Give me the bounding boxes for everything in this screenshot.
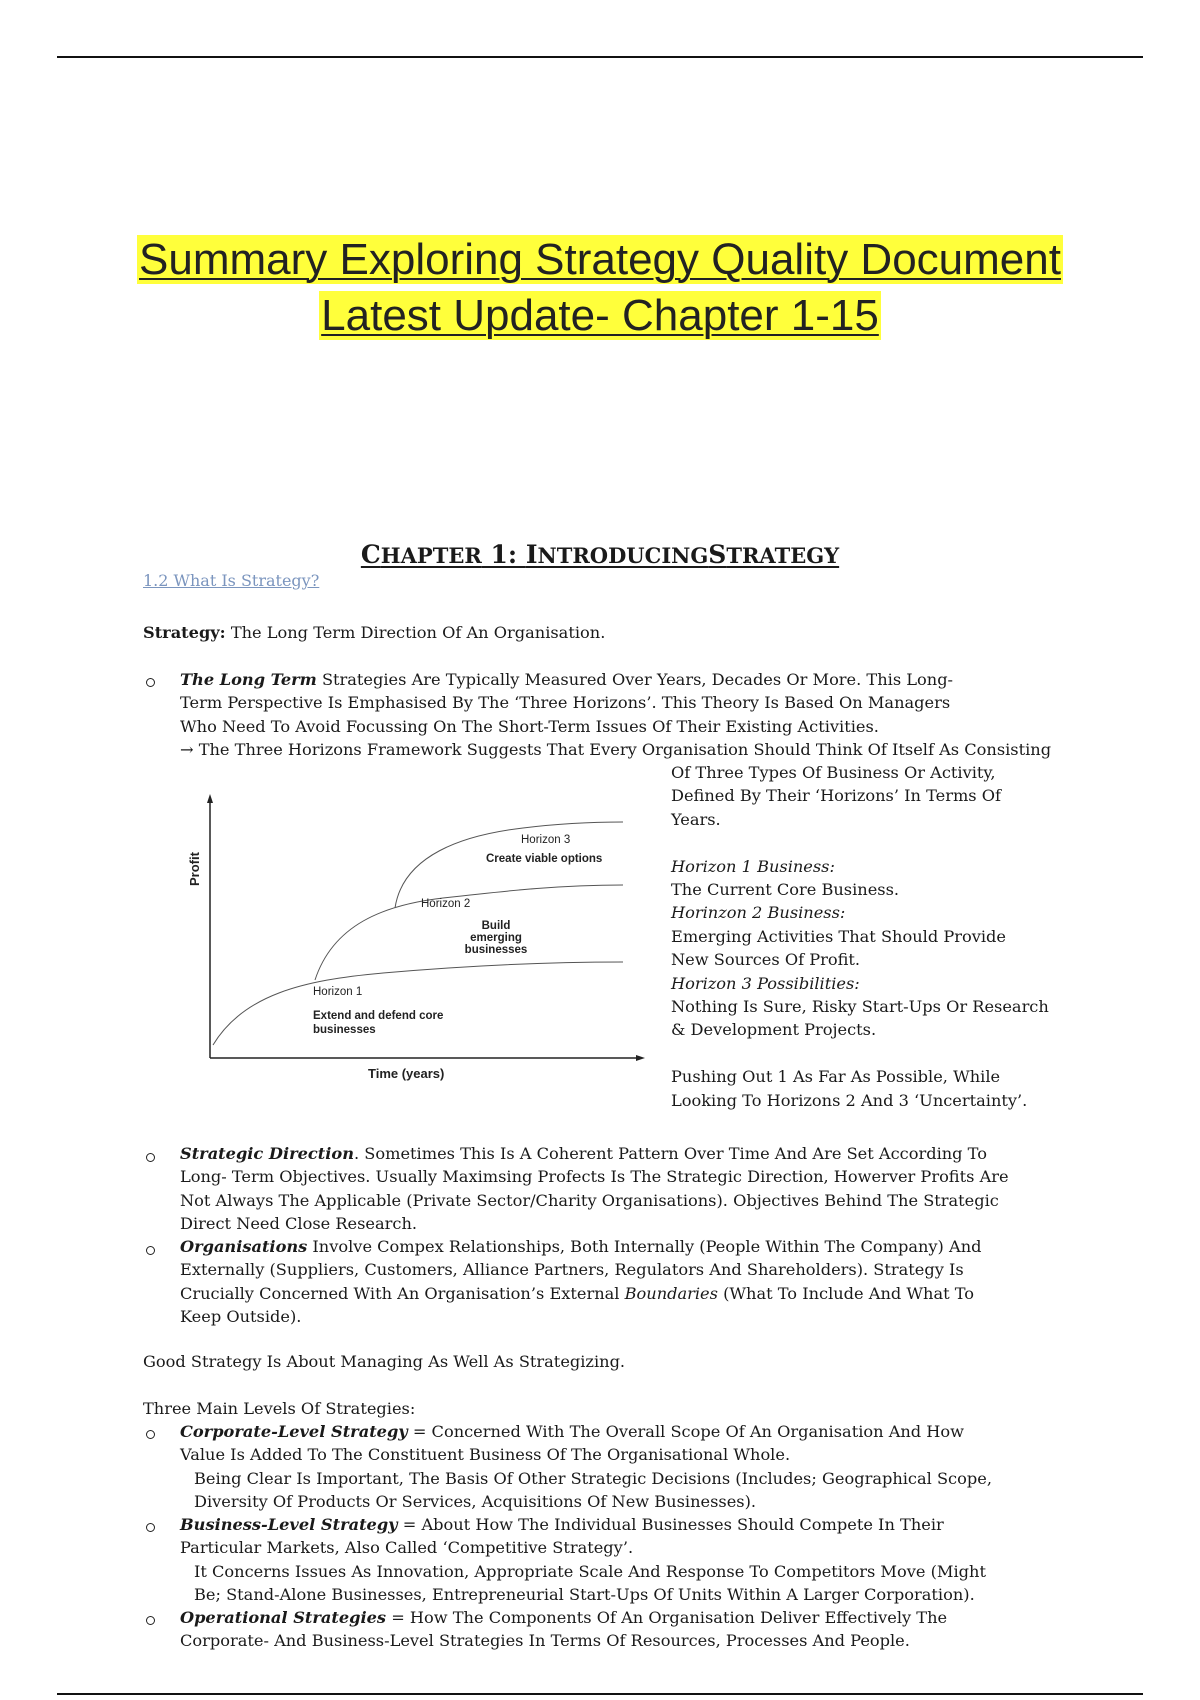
operational-line-1: = How The Components Of An Organisation Deliver Effectively The [386,1608,948,1627]
bullet-icon [146,1424,156,1434]
title-line-1: Summary Exploring Strategy Quality Document [139,235,1061,284]
horizon-3-desc: Create viable options [486,853,603,865]
right-col-line-2: Defined By Their ‘Horizons’ In Terms Of [671,786,1002,806]
horizon-3-label: Horizon 3 [521,834,571,846]
strategic-direction-term: Strategic Direction [180,1144,354,1163]
strategic-direction-line-1: . Sometimes This Is A Coherent Pattern Over Time And Are Set According To [353,1144,987,1163]
corporate-level-paragraph [180,1420,992,1514]
horizon-2-label: Horizon 2 [421,898,471,910]
bullet-icon [146,1240,156,1250]
strategic-direction-line-4: Direct Need Close Research. [180,1214,418,1234]
long-term-line-2: Term Perspective Is Emphasised By The ‘Three Horizons’. This Theory Is Based On Managers [180,693,951,713]
horizon-2-text-2: New Sources Of Profit. [671,950,861,970]
strategy-definition [143,621,605,644]
horizon-1-desc-line-1: Extend and defend core [313,1010,444,1022]
y-axis-label: Profit [187,852,202,886]
chapter-initial-s: S [708,540,727,569]
organisations-line-3c: (What To Include And What To [717,1283,975,1303]
x-axis-arrow-icon [636,1055,645,1061]
organisations-paragraph [180,1235,982,1329]
horizon-1-label: Horizon 1 [313,986,363,998]
x-axis-label: Time (years) [368,1066,445,1081]
title-line-2: Latest Update- Chapter 1-15 [321,291,879,340]
business-line-2: Particular Markets, Also Called ‘Competitive Strategy’. [180,1538,634,1558]
section-link-what-is-strategy[interactable]: 1.2 What Is Strategy? [143,571,320,590]
bullet-icon [146,1610,156,1620]
pushing-line-2: Looking To Horizons 2 And 3 ‘Uncertainty’. [671,1090,1028,1110]
organisations-line-4: Keep Outside). [180,1307,302,1327]
organisations-boundaries: Boundaries [624,1283,718,1303]
bottom-rule [57,1693,1143,1695]
corporate-line-1: = Concerned With The Overall Scope Of An Organisation And How [407,1422,965,1441]
top-rule [57,56,1143,58]
horizon-1-desc-line-2: businesses [313,1024,376,1036]
horizon-1-desc [313,1009,443,1037]
horizon-2-text-1: Emerging Activities That Should Provide [671,926,1006,946]
strategic-direction-line-2: Long- Term Objectives. Usually Maximsing Profects Is The Strategic Direction, Howerver Profits Are [180,1167,1009,1187]
long-term-term: The Long Term [180,670,317,689]
right-col-line-1: Of Three Types Of Business Or Activity, [671,763,996,782]
corporate-line-3: Being Clear Is Important, The Basis Of Other Strategic Decisions (Includes; Geographical Scope, [194,1468,992,1488]
three-horizons-chart [183,790,653,1090]
document-title [0,232,1200,344]
y-axis-arrow-icon [207,794,213,803]
corporate-term: Corporate-Level Strategy [180,1422,408,1441]
bullet-icon [146,1147,156,1157]
business-line-3: It Concerns Issues As Innovation, Appropriate Scale And Response To Competitors Move (Might [194,1561,986,1581]
organisations-term: Organisations [180,1237,308,1256]
organisations-line-3a: Crucially Concerned With An Organisation’s External [180,1283,625,1303]
horizon-2-desc [456,920,536,956]
bullet-icon [146,672,156,682]
bullet-icon [146,1517,156,1527]
horizon-2-desc-line-1: Build emerging [470,920,522,944]
operational-line-2: Corporate- And Business-Level Strategies In Terms Of Resources, Processes And People. [180,1631,910,1651]
three-levels-heading: Three Main Levels Of Strategies: [143,1399,416,1418]
operational-term: Operational Strategies [180,1608,387,1627]
chapter-strategy-rest: TRATEGY [726,543,840,568]
pushing-line-1: Pushing Out 1 As Far As Possible, While [671,1067,1001,1087]
good-strategy-statement: Good Strategy Is About Managing As Well As Strategizing. [143,1352,626,1371]
horizon-1-text: The Current Core Business. [671,880,900,900]
right-col-line-3: Years. [671,809,721,829]
long-term-line-4: → The Three Horizons Framework Suggests That Every Organisation Should Think Of Itself As Consisting [180,740,1052,760]
organisations-line-2: Externally (Suppliers, Customers, Alliance Partners, Regulators And Shareholders). Strategy Is [180,1260,964,1280]
three-horizons-chart-svg [183,790,653,1090]
chapter-heading [0,540,1200,569]
strategy-text: The Long Term Direction Of An Organisation. [225,623,606,642]
corporate-line-4: Diversity Of Products Or Services, Acquisitions Of New Businesses). [194,1492,757,1512]
operational-paragraph [180,1606,947,1653]
chapter-word-rest: HAPTER [380,543,482,568]
strategy-term: Strategy: [143,623,226,642]
horizon-3-title: Horizon 3 Possibilities: [671,973,860,993]
horizon-2-desc-line-2: businesses [464,944,528,956]
strategic-direction-paragraph [180,1142,1009,1236]
horizon-2-title: Horinzon 2 Business: [671,903,846,923]
business-term: Business-Level Strategy [180,1515,398,1534]
horizon-3-text-1: Nothing Is Sure, Risky Start-Ups Or Research [671,997,1049,1017]
long-term-line-3: Who Need To Avoid Focussing On The Short-Term Issues Of Their Existing Activities. [180,716,879,736]
long-term-paragraph [180,668,1051,762]
business-level-paragraph [180,1513,986,1607]
business-line-4: Be; Stand-Alone Businesses, Entrepreneurial Start-Ups Of Units Within A Larger Corporation). [194,1585,975,1605]
chapter-initial-c: C [360,540,381,569]
corporate-line-2: Value Is Added To The Constituent Business Of The Organisational Whole. [180,1445,791,1465]
chapter-initial-i: I [525,540,538,569]
organisations-line-1: Involve Compex Relationships, Both Internally (People Within The Company) And [307,1237,982,1256]
horizon-3-text-2: & Development Projects. [671,1020,877,1040]
chapter-introducing-rest: NTRODUCING [537,543,709,568]
horizons-explanation [671,761,1091,1112]
strategic-direction-line-3: Not Always The Applicable (Private Sector/Charity Organisations). Objectives Behind The Strategic [180,1190,999,1210]
chapter-number: 1: [481,540,526,569]
horizon-3-curve [395,822,623,908]
long-term-line-1: Strategies Are Typically Measured Over Years, Decades Or More. This Long- [316,670,954,689]
business-line-1: = About How The Individual Businesses Should Compete In Their [397,1515,944,1534]
horizon-1-title: Horizon 1 Business: [671,856,835,876]
